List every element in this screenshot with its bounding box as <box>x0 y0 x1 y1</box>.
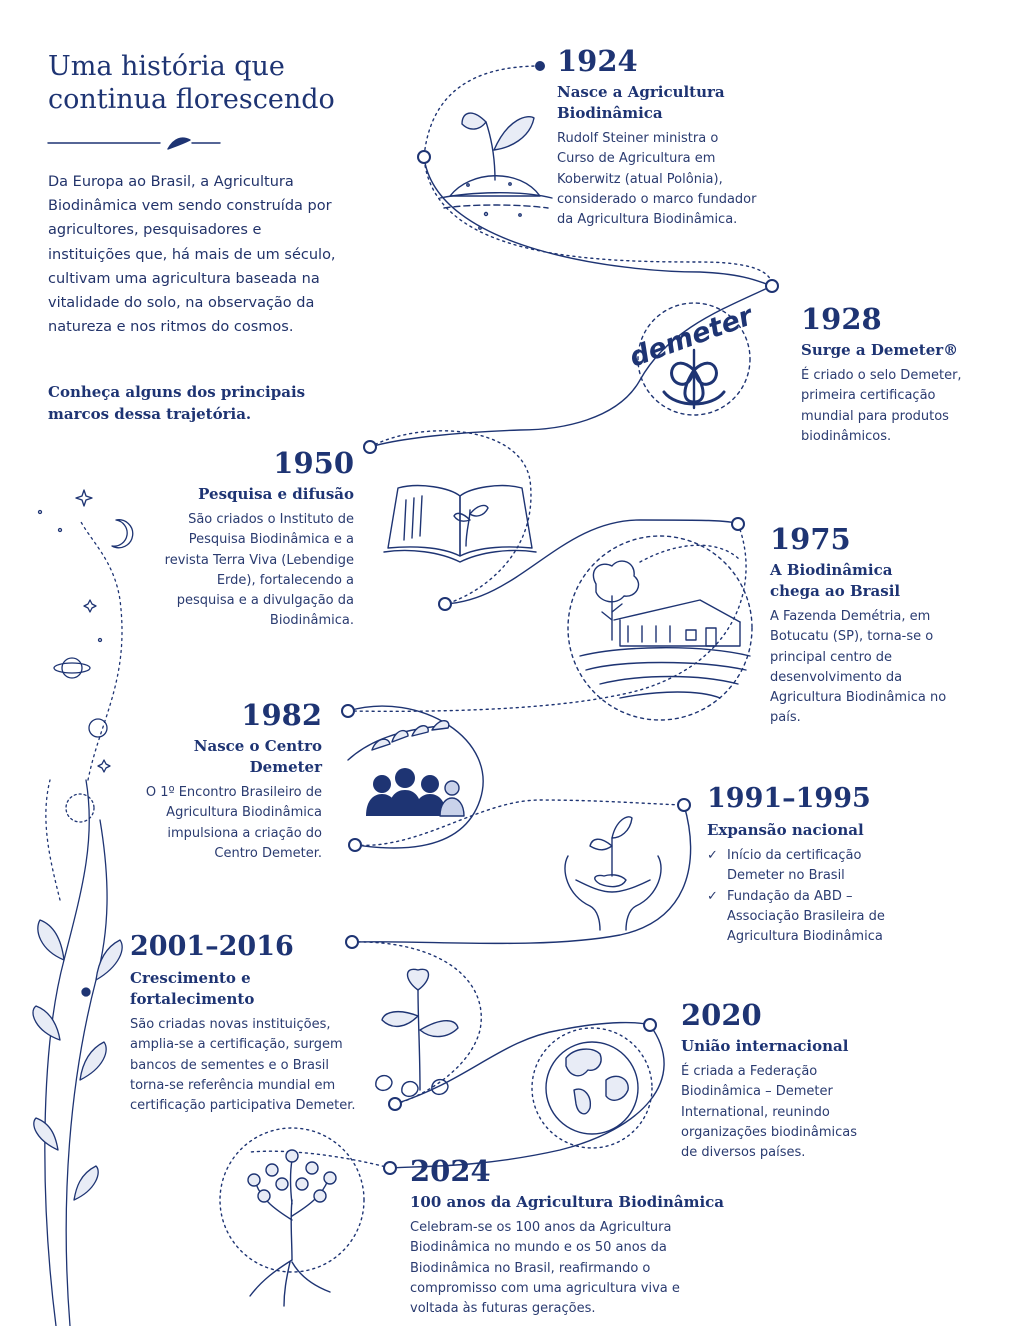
milestone-year: 1975 <box>770 522 851 556</box>
milestone-list-item <box>707 846 907 887</box>
milestone-2020 <box>681 998 871 1163</box>
hands-sprout-icon <box>565 817 661 930</box>
milestone-title: 100 anos da Agricultura Biodinâmica <box>410 1193 725 1211</box>
seedling-seeds-icon <box>376 969 458 1096</box>
milestone-title: Nasce o Centro Demeter <box>193 737 322 776</box>
milestone-year: 2024 <box>410 1154 491 1188</box>
milestone-description: É criado o selo Demeter, primeira certificação mundial para produtos biodinâmicos. <box>801 368 962 444</box>
milestone-year: 2020 <box>681 998 762 1032</box>
milestone-description: É criada a Federação Biodinâmica – Demeter International, reunindo organizações biodinâmicas de diversos países. <box>681 1064 857 1161</box>
milestone-description: Celebram-se os 100 anos da Agricultura Biodinâmica no mundo e os 50 anos da Biodinâmica no Brasil, reafirmando o compromisso com uma agricultura viva e voltada às futuras gerações. <box>410 1220 680 1317</box>
milestone-title: Pesquisa e difusão <box>198 485 354 503</box>
milestone-1982 <box>130 698 322 864</box>
milestone-year: 2001–2016 <box>130 931 294 962</box>
svg-text:demeter: demeter <box>625 300 757 374</box>
milestone-list-item-text: Fundação da ABD – Associação Brasileira de Agricultura Biodinâmica <box>727 888 885 945</box>
milestone-list-item <box>707 887 907 948</box>
globe-icon <box>532 1028 652 1148</box>
milestone-description: O 1º Encontro Brasileiro de Agricultura Biodinâmica impulsiona a criação do Centro Demeter. <box>145 785 322 861</box>
people-group-icon <box>348 721 464 816</box>
milestone-description: São criados o Instituto de Pesquisa Biodinâmica e a revista Terra Viva (Lebendige Erde), fortalecendo a pesquisa e a divulgação da Biodinâmica. <box>164 512 354 629</box>
milestone-list-item-text: Início da certificação Demeter no Brasil <box>727 848 862 884</box>
milestone-2024 <box>410 1154 730 1319</box>
check-icon: ✓ <box>707 848 718 863</box>
milestone-title: Nasce a Agricultura Biodinâmica <box>557 83 725 122</box>
intro-text: Da Europa ao Brasil, a Agricultura Biodinâmica vem sendo construída por agricultores, pesquisadores e instituições que, há mais de um século, cultivam uma agricultura baseada na vitalidade do solo, na observação da natureza e nos ritmos do cosmos. <box>48 174 336 336</box>
milestone-title: A Biodinâmica chega ao Brasil <box>770 561 901 600</box>
milestone-title: Surge a Demeter® <box>801 341 959 359</box>
milestone-title: União internacional <box>681 1037 849 1055</box>
milestone-1975 <box>770 522 970 729</box>
farmhouse-icon <box>568 536 752 720</box>
page-title: Uma história que continua florescendo <box>48 51 335 115</box>
check-icon: ✓ <box>707 888 718 904</box>
milestone-description: Rudolf Steiner ministra o Curso de Agricultura em Koberwitz (atual Polônia), considerado o marco fundador da Agricultura Biodinâmica. <box>557 131 757 228</box>
demeter-logo-icon <box>625 300 758 415</box>
milestone-year: 1991–1995 <box>707 783 871 814</box>
tree-of-life-icon <box>220 1128 364 1306</box>
milestone-1991-1995 <box>707 782 907 947</box>
milestone-1924 <box>557 44 757 230</box>
milestone-2001-2016 <box>130 930 370 1116</box>
open-book-icon <box>384 486 536 562</box>
milestone-description: A Fazenda Demétria, em Botucatu (SP), torna-se o principal centro de desenvolvimento da Agricultura Biodinâmica no país. <box>770 609 947 726</box>
milestone-year: 1924 <box>557 44 638 78</box>
call-to-action-text: Conheça alguns dos principais marcos dessa trajetória. <box>48 383 306 423</box>
milestone-title: Expansão nacional <box>707 821 864 839</box>
milestone-year: 1928 <box>801 302 882 336</box>
milestone-1950 <box>160 446 354 632</box>
milestone-year: 1950 <box>273 446 354 480</box>
title-divider <box>48 138 220 149</box>
milestone-title: Crescimento e fortalecimento <box>130 969 255 1008</box>
milestone-1928 <box>801 302 971 447</box>
milestone-year: 1982 <box>241 698 322 732</box>
botanical-vine-decoration <box>33 490 133 1326</box>
milestone-description: São criadas novas instituições, amplia-se a certificação, surgem bancos de sementes e o Brasil torna-se referência mundial em certificação participativa Demeter. <box>130 1017 356 1114</box>
